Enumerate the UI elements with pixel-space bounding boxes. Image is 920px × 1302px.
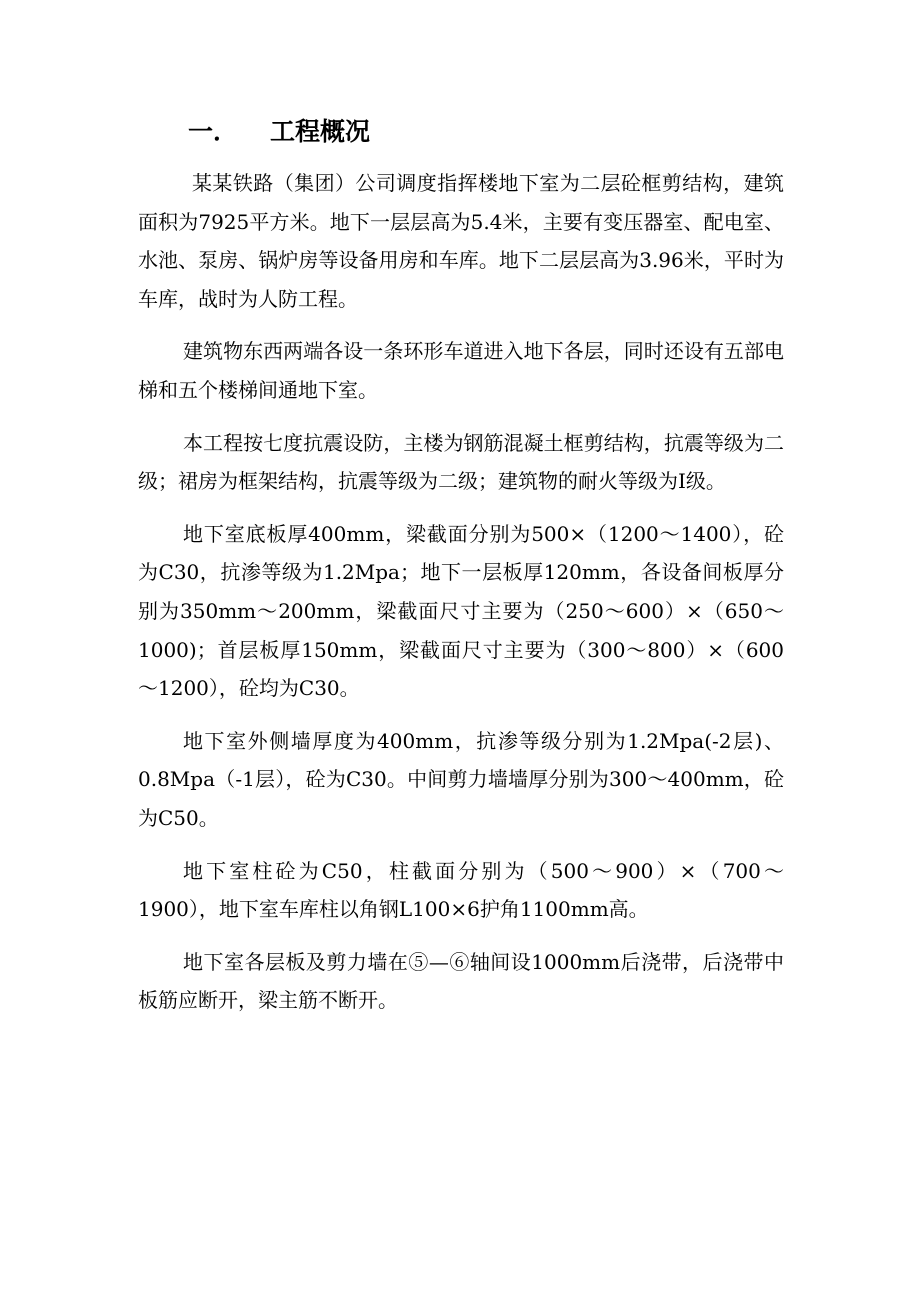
section-title: 工程概况 (270, 117, 371, 146)
paragraph-wall-specs: 地下室外侧墙厚度为400mm，抗渗等级分别为1.2Mpa(-2层)、0.8Mpa（-1层），砼为C30。中间剪力墙墙厚分别为300～400mm，砼为C50。 (138, 728, 784, 830)
paragraph-slab-beam-specs: 地下室底板厚400mm，梁截面分别为500×（1200～1400），砼为C30，抗渗等级为1.2Mpa；地下一层板厚120mm，各设备间板厚分别为350mm～200mm，梁截面尺寸主要为（250～600）×（650～1000)；首层板厚150mm，梁截面尺寸主要为（300～800）×（600～1200），砼均为C30。 (138, 521, 784, 701)
section-heading (188, 112, 370, 152)
paragraph-post-pour-strip: 地下室各层板及剪力墙在⑤—⑥轴间设1000mm后浇带，后浇带中板筋应断开，梁主筋不断开。 (138, 949, 784, 1013)
section-number: 一． (188, 117, 239, 146)
paragraph-project-overview: 某某铁路（集团）公司调度指挥楼地下室为二层砼框剪结构，建筑面积为7925平方米。地下一层层高为5.4米，主要有变压器室、配电室、水池、泵房、锅炉房等设备用房和车库。地下二层层高为3.96米，平时为车库，战时为人防工程。 (138, 171, 784, 311)
paragraph-access-routes: 建筑物东西两端各设一条环形车道进入地下各层，同时还设有五部电梯和五个楼梯间通地下室。 (138, 339, 784, 402)
paragraph-column-specs: 地下室柱砼为C50，柱截面分别为（500～900）×（700～1900），地下室车库柱以角钢L100×6护角1100mm高。 (138, 858, 784, 922)
document-body (138, 164, 784, 1034)
paragraph-seismic-rating: 本工程按七度抗震设防，主楼为钢筋混凝土框剪结构，抗震等级为二级；裙房为框架结构，抗震等级为二级；建筑物的耐火等级为Ⅰ级。 (138, 430, 784, 494)
